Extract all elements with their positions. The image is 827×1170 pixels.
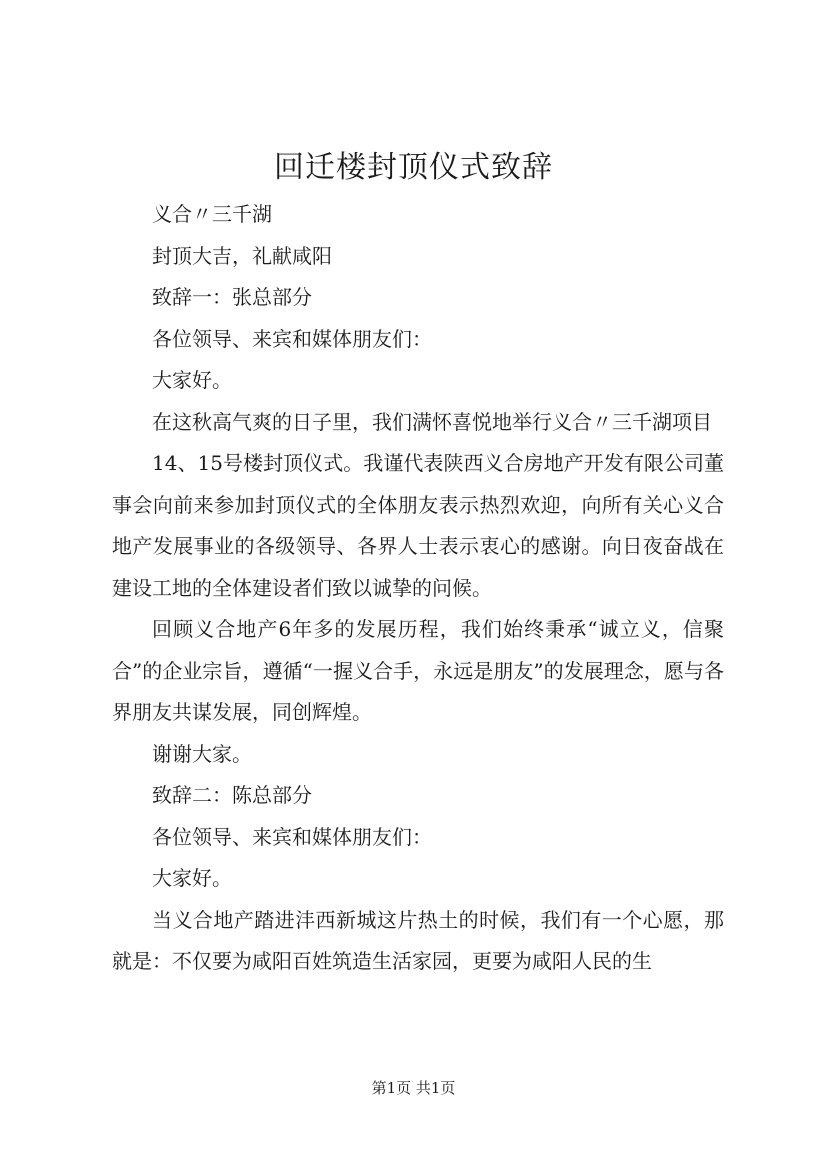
paragraph: 大家好。 [152,368,232,392]
paragraph: 谢谢大家。 [152,741,252,766]
paragraph: 回顾义合地产6年多的发展历程，我们始终秉承“诚立义，信聚合”的企业宗旨，遵循“一握义合手，永远是朋友”的发展理念，愿与各界朋友共谋发展，同创辉煌。 [112,617,724,724]
paragraph: 致辞一：张总部分 [152,285,312,309]
paragraph: 义合〃三千湖 [152,202,272,226]
paragraph: 大家好。 [152,866,232,890]
paragraph: 当义合地产踏进沣西新城这片热土的时候，我们有一个心愿，那就是：不仅要为咸阳百姓筑造生活家园，更要为咸阳人民的生 [112,907,724,973]
paragraph: 各位领导、来宾和媒体朋友们： [152,326,432,351]
page-footer: 第1页 共1页 [371,1079,456,1097]
paragraph: 各位领导、来宾和媒体朋友们： [152,824,432,849]
paragraph: 封顶大吉，礼献咸阳 [152,243,332,268]
document-title: 回迁楼封顶仪式致辞 [274,150,553,185]
document-body [112,194,724,983]
paragraph: 致辞二：陈总部分 [152,783,312,807]
paragraph: 在这秋高气爽的日子里，我们满怀喜悦地举行义合〃三千湖项目 [152,409,712,434]
paragraph: 14、15号楼封顶仪式。我谨代表陕西义合房地产开发有限公司董事会向前来参加封顶仪式的全体朋友表示热烈欢迎，向所有关心义合地产发展事业的各级领导、各界人士表示衷心的感谢。向日夜奋战在建设工地的全体建设者们致以诚挚的问候。 [112,451,724,600]
